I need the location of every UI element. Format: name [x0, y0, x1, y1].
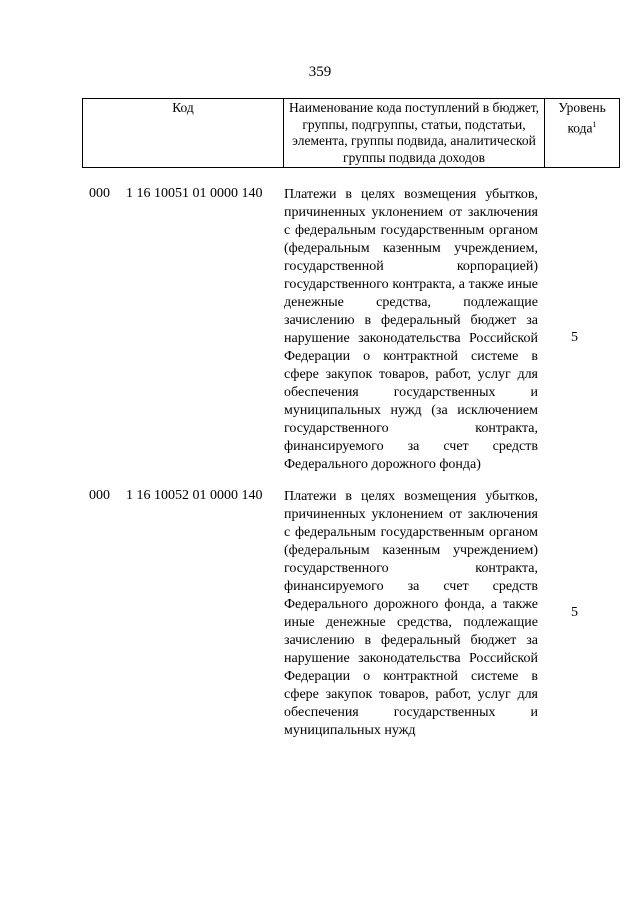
row-1-prefix: 000: [89, 186, 110, 201]
header-level: [545, 99, 620, 168]
page-number: 359: [308, 64, 332, 80]
row-1-description: Платежи в целях возмещения убытков, причиненных уклонением от заключения с федеральным государственным органом (федеральным казенным учреждением, государственной корпорацией) государственного контракта, а также иные денежные средства, подлежащие зачислению в федеральный бюджет за нарушение законодательства Российской Федерации о контрактной системе в сфере закупок товаров, работ, услуг для обеспечения государственных и муниципальных нужд (за исключением государственного контракта, финансируемого за счет средств Федерального дорожного фонда): [284, 187, 538, 472]
header-code-label: Код: [172, 100, 194, 115]
header-name: [284, 99, 545, 168]
row-2-code: 1 16 10052 01 0000 140: [126, 488, 263, 503]
row-2-prefix: 000: [89, 488, 110, 503]
row-1-code: 1 16 10051 01 0000 140: [126, 186, 263, 201]
row-1-level: 5: [571, 330, 578, 345]
table-header: [82, 98, 620, 168]
row-2-description: Платежи в целях возмещения убытков, причиненных уклонением от заключения с федеральным государственным органом (федеральным казенным учреждением) государственного контракта, финансируемого за счет средств Федерального дорожного фонда, а также иные денежные средства, подлежащие зачислению в федеральный бюджет за нарушение законодательства Российской Федерации о контрактной системе в сфере закупок товаров, работ, услуг для обеспечения государственных и муниципальных нужд: [284, 489, 538, 738]
header-name-label: Наименование кода поступлений в бюджет, группы, подгруппы, статьи, подстатьи, элемента, группы подвида, аналитической группы подвида доходов: [288, 100, 539, 165]
row-2-level: 5: [571, 605, 578, 620]
header-level-label: Уровень кода: [558, 100, 606, 135]
footnote-marker: 1: [592, 119, 597, 129]
header-code: [83, 99, 284, 168]
